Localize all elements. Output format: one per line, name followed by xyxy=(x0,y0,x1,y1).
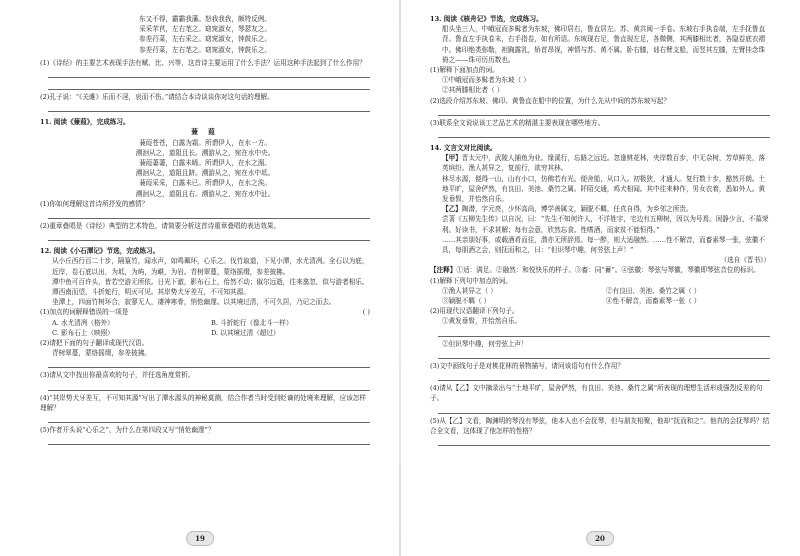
passage-text: 晋太元中，武陵人捕鱼为业。缘溪行，忘路之远近。忽逢桃花林，夹岸数百步，中无杂树，芳草鲜美，落英缤纷。渔人甚异之，复前行，欲穷其林。 xyxy=(442,154,766,173)
word-item[interactable]: ③颖脱不羁（ ） xyxy=(442,297,491,306)
option-c[interactable]: C. 影布石上（映照） xyxy=(52,328,114,337)
answer-line[interactable] xyxy=(438,404,770,414)
answer-line[interactable] xyxy=(48,358,370,368)
poem-line: 蒹葭采采，白露未已。所谓伊人，在水之涘。 xyxy=(139,179,271,188)
question-text: (2)重章叠唱是《诗经》典型的艺术特色，请简要分析这首诗重章叠唱的表达效果。 xyxy=(40,222,281,231)
passage-paragraph: 尝著《五柳先生传》以自况，曰：“先生不知何许人，不详姓字，宅边有五柳树，因以为号焉。闲静少言，不慕荣利。好读书，不求甚解；每有会意，欣然忘食。性嗜酒，而家贫不能恒得。” xyxy=(442,215,769,234)
question-text: (1)你如何理解这首诗所抒发的感情？ xyxy=(40,199,149,208)
poem-line: 蒹葭苍苍，白露为霜。所谓伊人，在水一方。 xyxy=(139,138,271,147)
passage-paragraph: 林尽水源，便得一山，山有小口，仿佛若有光。便舍船，从口入。初极狭，才通人。复行数十步，豁然开朗。土地平旷，屋舍俨然，有良田、美池、桑竹之属。阡陌交通，鸡犬相闻。其中往来种作，男女衣着，悉如外人。黄发垂髫，并怡然自乐。 xyxy=(442,174,766,204)
word-row xyxy=(430,286,770,296)
word-item[interactable]: ④性不解音，而畜素琴一张（ ） xyxy=(606,297,701,306)
page-number: 19 xyxy=(186,531,214,546)
footnote-label: 【注释】 xyxy=(430,266,457,275)
answer-line[interactable] xyxy=(438,327,770,337)
option-d[interactable]: D. 以其境过清（超过） xyxy=(211,328,280,337)
question-label: (1)加点的词解释错误的一项是 xyxy=(40,308,129,317)
option-a[interactable]: A. 水尤清冽（格外） xyxy=(52,318,114,327)
passage-paragraph: 船头坐三人，中峨冠而多髯者为东坡，佛印居右，鲁直居左。苏、黄共阅一手卷。东坡右手执卷端，左手抚鲁直背。鲁直左手执卷末，右手指卷，如有所语。东坡现右足，鲁直现左足，各微侧，其两膝相比者，各隐卷底衣褶中。佛印绝类弥勒，袒胸露乳，矫首昂视，神情与苏、黄不属。卧右膝，诎右臂支船，而竖其左膝，左臂挂念珠倚之——珠可历历数也。 xyxy=(442,25,766,64)
question-heading: 13. 阅读《核舟记》节选，完成练习。 xyxy=(430,15,543,23)
poem-title: 蒹 葭 xyxy=(191,128,219,137)
question-heading: 12. 阅读《小石潭记》节选，完成练习。 xyxy=(40,247,160,256)
translation-sentence: ②但识琴中趣，何劳弦上声！ xyxy=(442,339,528,348)
poem-line: 采采芣苢，左右芼之。窈窕淑女，琴瑟友之。 xyxy=(139,25,271,34)
word-item[interactable]: ②有良田、美池、桑竹之属（ ） xyxy=(606,286,701,295)
answer-line[interactable] xyxy=(48,80,370,90)
right-column xyxy=(430,14,770,448)
answer-line[interactable] xyxy=(48,413,370,423)
question-text: (3)联系全文说说该工艺品艺术的精湛主要表现在哪些地方。 xyxy=(430,118,605,127)
word-item[interactable]: ①渔人甚异之（ ） xyxy=(442,286,497,295)
question-text: (2)孔子说：“《关雎》乐而不淫，哀而不伤。”请结合本诗谈谈你对这句话的理解。 xyxy=(40,93,274,102)
question-text: (2)用现代汉语翻译下列句子。 xyxy=(430,307,519,316)
question-heading: 14. 文言文对比阅读。 xyxy=(430,144,497,153)
question-text: (3)文中画线句子是对桃花林的景物描写，请问该语句有什么作用？ xyxy=(430,361,624,370)
poem-line: 参差荇菜，左右采之。窈窕淑女，钟鼓乐之。 xyxy=(139,35,271,44)
passage-paragraph: ……其亲朋好事，或载酒肴而往，潜亦无所辞焉。每一醉，则大适融然。……性不解音，而畜素琴一张，弦徽不具，每朋酒之会，则抚而和之，曰：“但识琴中趣，何劳弦上声！” xyxy=(442,235,766,255)
answer-line[interactable] xyxy=(48,381,370,391)
answer-line[interactable] xyxy=(48,102,370,112)
translation-sentence: 青树翠蔓，蒙络摇缀，参差披拂。 xyxy=(52,349,151,358)
question-text: (1)《诗经》的主要艺术表现手法有赋、比、兴等，这首诗主要运用了什么手法？运用这种手法起到了什么作用？ xyxy=(40,58,366,67)
question-text: (2)请把下面的句子翻译成现代汉语。 xyxy=(40,339,149,348)
poem-line: 溯洄从之，道阻且长。溯游从之，宛在水中央。 xyxy=(135,148,275,157)
answer-line[interactable] xyxy=(48,209,370,219)
source-note: （选自《晋书》） xyxy=(720,256,770,265)
option-row xyxy=(40,328,370,338)
passage-paragraph: 潭中鱼可百许头，皆若空游无所依。日光下澈，影布石上，佁然不动；俶尔远逝，往来翕忽，似与游者相乐。 xyxy=(52,277,369,286)
answer-line[interactable] xyxy=(48,68,370,78)
answer-line[interactable] xyxy=(438,371,770,381)
answer-line[interactable] xyxy=(438,106,770,116)
left-column xyxy=(40,14,370,447)
question-text: (4)“其岸势犬牙差互，不可知其源”写出了潭水源头的神秘莫测，结合作者当时受到贬谪的处境来理解，应该怎样理解？ xyxy=(40,393,366,412)
passage-paragraph xyxy=(430,153,770,173)
question-text: (5)作者开头说“心乐之”，为什么在第四段又写“悄怆幽邃”？ xyxy=(40,426,215,435)
question-text: (5)从【乙】文看，陶渊明的琴没有琴弦，他本人也不会抚琴，但与朋友相聚，他却“抚而和之”。他真的会抚琴吗？结合全文看，这体现了他怎样的性格？ xyxy=(430,416,770,435)
footnote-text: ①适：满足。②融然：和悦快乐的样子。③畜：同“蓄”。④弦徽：琴弦与琴徽，琴徽即琴弦音位的标识。 xyxy=(456,266,760,275)
answer-bracket[interactable]: ( ) xyxy=(362,308,370,317)
poem-line: 参差荇菜，左右芼之。窈窕淑女，钟鼓乐之。 xyxy=(139,45,271,54)
word-row xyxy=(430,296,770,306)
question-heading: 11. 阅读《蒹葭》，完成练习。 xyxy=(40,118,130,127)
word-item[interactable]: ①中峨冠而多髯者为东坡（ ） xyxy=(442,76,530,85)
page-number: 20 xyxy=(586,531,614,546)
question-text: (1)解释下列句中加点的词。 xyxy=(430,276,512,285)
right-page xyxy=(400,0,800,556)
question-text: (3)请从文中找出你最喜欢的句子，并任选角度赏析。 xyxy=(40,371,195,380)
question-text xyxy=(40,307,370,317)
poem-line: 东又不得，霸霸我藩。怒我我我，颇特反例。 xyxy=(139,15,271,23)
passage-paragraph: 潭西南而望，斗折蛇行，明灭可见。其岸势犬牙差互，不可知其源。 xyxy=(52,288,250,297)
option-b[interactable]: B. 斗折蛇行（像北斗一样） xyxy=(211,318,293,327)
poem-line: 蒹葭萋萋，白露未晞。所谓伊人，在水之湄。 xyxy=(139,159,271,168)
section-label: 【乙】 xyxy=(442,205,462,214)
question-text: (2)选段介绍苏东坡、佛印、黄鲁直在船中的位置，为什么先从中间的苏东坡写起？ xyxy=(430,96,671,105)
section-label: 【甲】 xyxy=(442,154,462,163)
passage-paragraph: 从小丘西行百二十步，隔篁竹，闻水声，如鸣珮环，心乐之。伐竹取道，下见小潭，水尤清冽。全石以为底，近岸，卷石底以出，为坻，为屿，为嵁，为岩。青树翠蔓，蒙络摇缀，参差披拂。 xyxy=(52,257,369,276)
question-text: (1)解释下面加点的词。 xyxy=(430,66,499,75)
answer-line[interactable] xyxy=(438,436,770,446)
answer-line[interactable] xyxy=(48,435,370,445)
footnote xyxy=(430,265,770,275)
option-row xyxy=(40,318,370,328)
poem-line: 溯洄从之，道阻且右。溯游从之，宛在水中沚。 xyxy=(135,189,275,198)
passage-paragraph: 坐潭上，四面竹树环合，寂寥无人，凄神寒骨，悄怆幽邃。以其境过清，不可久居，乃记之而去。 xyxy=(52,298,336,307)
passage-text: 陶潜，字元亮，少怀高尚，博学善属文，颖脱不羁，任真自得，为乡邻之所贵。 xyxy=(461,205,693,214)
translation-sentence: ①黄发垂髫，并怡然自乐。 xyxy=(442,317,522,326)
answer-line[interactable] xyxy=(48,231,370,241)
passage-paragraph xyxy=(430,204,770,214)
answer-line[interactable] xyxy=(438,128,770,138)
word-item[interactable]: ②其两膝相比者（ ） xyxy=(442,86,504,95)
answer-line[interactable] xyxy=(438,349,770,359)
poem-line: 溯洄从之，道阻且跻。溯游从之，宛在水中坻。 xyxy=(135,169,275,178)
question-text: (4)请从【乙】文中摘录出与“土地平旷，屋舍俨然，有良田、美池、桑竹之属”所表现的理想生活形成强烈反差的句子。 xyxy=(430,384,763,403)
